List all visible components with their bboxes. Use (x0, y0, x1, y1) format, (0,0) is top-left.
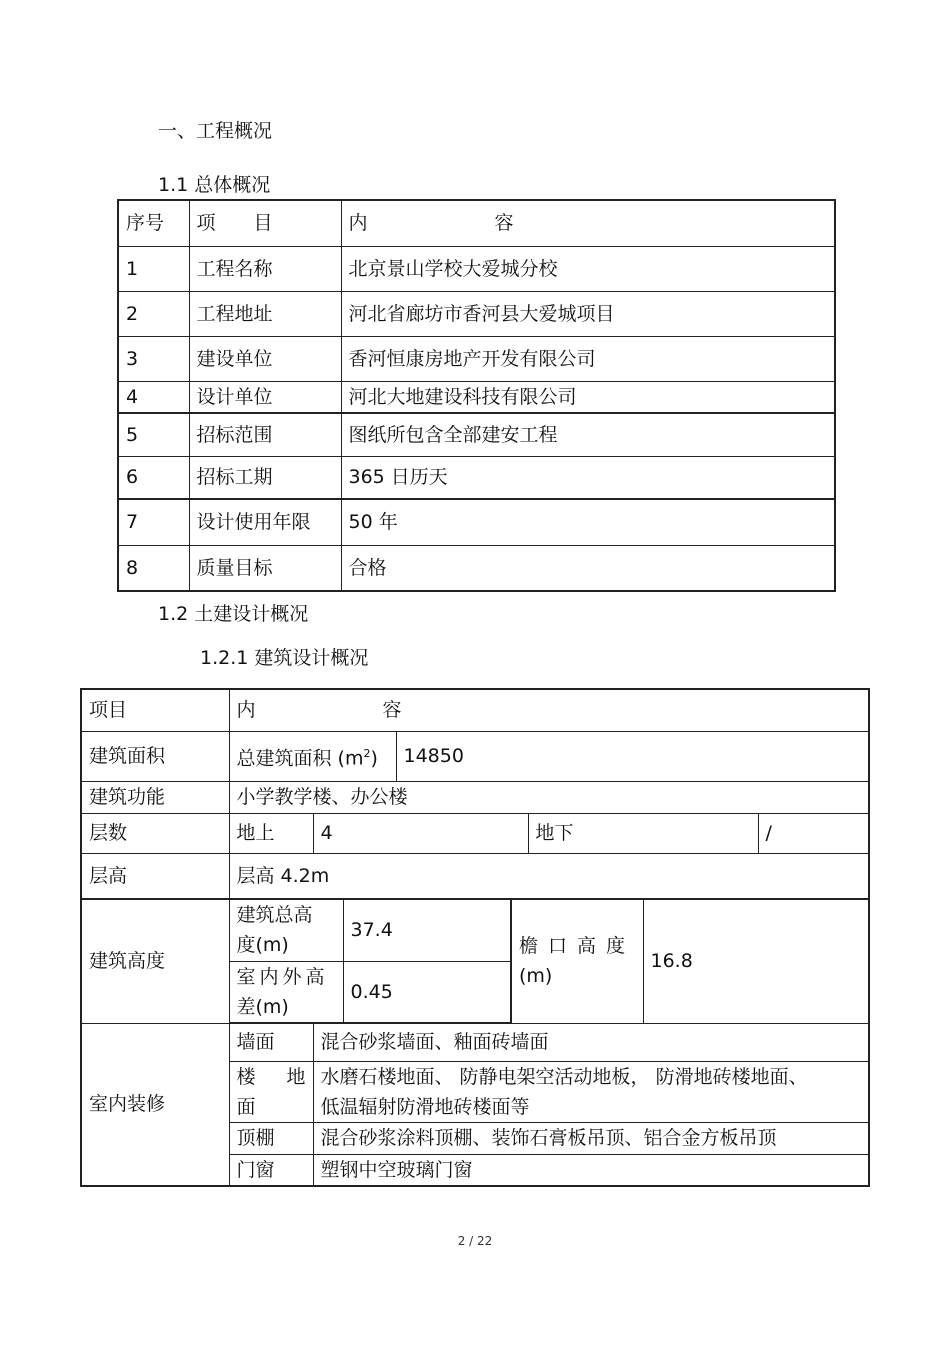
row-sublabel: 顶棚 (229, 1122, 313, 1154)
row-label: 室内装修 (81, 1023, 229, 1186)
row-number: 5 (118, 413, 189, 456)
row-sublabel: 地上 (229, 813, 313, 853)
row-value: 37.4 (343, 899, 511, 961)
row-content: 河北大地建设科技有限公司 (341, 381, 835, 413)
row-item: 质量目标 (189, 545, 341, 591)
header-cell: 项 目 (189, 200, 341, 246)
row-value: / (758, 813, 869, 853)
overview-table (117, 199, 836, 592)
table-row (118, 336, 835, 381)
label-line: 建筑总高 (236, 904, 313, 927)
table-row (81, 781, 869, 813)
header-cell: 序号 (118, 200, 189, 246)
subsection-heading: 1.1 总体概况 (158, 174, 271, 196)
row-value: 混合砂浆墙面、釉面砖墙面 (313, 1023, 869, 1061)
row-number: 1 (118, 246, 189, 291)
header-cell: 内 容 (341, 200, 835, 246)
row-value: 小学教学楼、办公楼 (229, 781, 869, 813)
row-item: 设计使用年限 (189, 499, 341, 545)
row-label: 层数 (81, 813, 229, 853)
table-row (81, 1023, 869, 1061)
row-sublabel: 门窗 (229, 1154, 313, 1186)
table-header-row (118, 200, 835, 246)
row-content: 365 日历天 (341, 456, 835, 499)
row-item: 招标工期 (189, 456, 341, 499)
table-row (118, 291, 835, 336)
page-number: 2 / 22 (457, 1234, 493, 1248)
row-content: 图纸所包含全部建安工程 (341, 413, 835, 456)
row-content: 北京景山学校大爱城分校 (341, 246, 835, 291)
row-value: 塑钢中空玻璃门窗 (313, 1154, 869, 1186)
table-header-row (81, 689, 869, 731)
table-row (118, 456, 835, 499)
row-label: 建筑面积 (81, 731, 229, 781)
row-sublabel (511, 899, 643, 1023)
row-content: 河北省廊坊市香河县大爱城项目 (341, 291, 835, 336)
label-line: (m) (519, 965, 553, 988)
row-content: 合格 (341, 545, 835, 591)
row-value: 16.8 (643, 899, 869, 1023)
table-row (118, 545, 835, 591)
row-item: 招标范围 (189, 413, 341, 456)
row-content: 香河恒康房地产开发有限公司 (341, 336, 835, 381)
row-sublabel: 墙面 (229, 1023, 313, 1061)
row-value: 水磨石楼地面、 防静电架空活动地板， 防滑地砖楼地面、 低温辐射防滑地砖楼面等 (313, 1061, 869, 1122)
row-item: 工程地址 (189, 291, 341, 336)
row-value: 0.45 (343, 961, 511, 1023)
row-item: 设计单位 (189, 381, 341, 413)
section-heading: 一、工程概况 (158, 120, 273, 142)
row-value: 混合砂浆涂料顶棚、装饰石膏板吊顶、铝合金方板吊顶 (313, 1122, 869, 1154)
table-row (118, 413, 835, 456)
row-sublabel: 总建筑面积 $(m^2)$ (229, 731, 396, 781)
table-row (81, 813, 869, 853)
table-row (118, 246, 835, 291)
header-cell: 内 容 (229, 689, 869, 731)
table-row (81, 899, 869, 961)
row-label: 建筑功能 (81, 781, 229, 813)
row-item: 建设单位 (189, 336, 341, 381)
row-number: 7 (118, 499, 189, 545)
table-row (81, 853, 869, 899)
row-number: 8 (118, 545, 189, 591)
row-value: 14850 (396, 731, 869, 781)
table-row (81, 731, 869, 781)
row-sublabel (229, 899, 343, 961)
subsubsection-heading: 1.2.1 建筑设计概况 (200, 647, 369, 669)
header-cell: 项目 (81, 689, 229, 731)
row-value: 4 (313, 813, 528, 853)
label-line: 差(m) (236, 995, 289, 1018)
row-number: 3 (118, 336, 189, 381)
row-value: 层高 4.2m (229, 853, 869, 899)
row-sublabel (229, 961, 343, 1023)
row-number: 6 (118, 456, 189, 499)
building-design-table (80, 688, 870, 1187)
row-item: 工程名称 (189, 246, 341, 291)
table-row (118, 381, 835, 413)
label-line: 度(m) (236, 934, 289, 957)
row-label: 建筑高度 (81, 899, 229, 1023)
table-row (118, 499, 835, 545)
row-number: 4 (118, 381, 189, 413)
row-label: 层高 (81, 853, 229, 899)
row-sublabel: 地下 (528, 813, 758, 853)
row-sublabel: 楼 地 面 (229, 1061, 313, 1122)
label-line: 室内外高 (236, 965, 329, 988)
row-number: 2 (118, 291, 189, 336)
label-line: 檐口高度 (519, 935, 636, 958)
row-content: 50 年 (341, 499, 835, 545)
subsection-heading: 1.2 土建设计概况 (158, 603, 309, 625)
